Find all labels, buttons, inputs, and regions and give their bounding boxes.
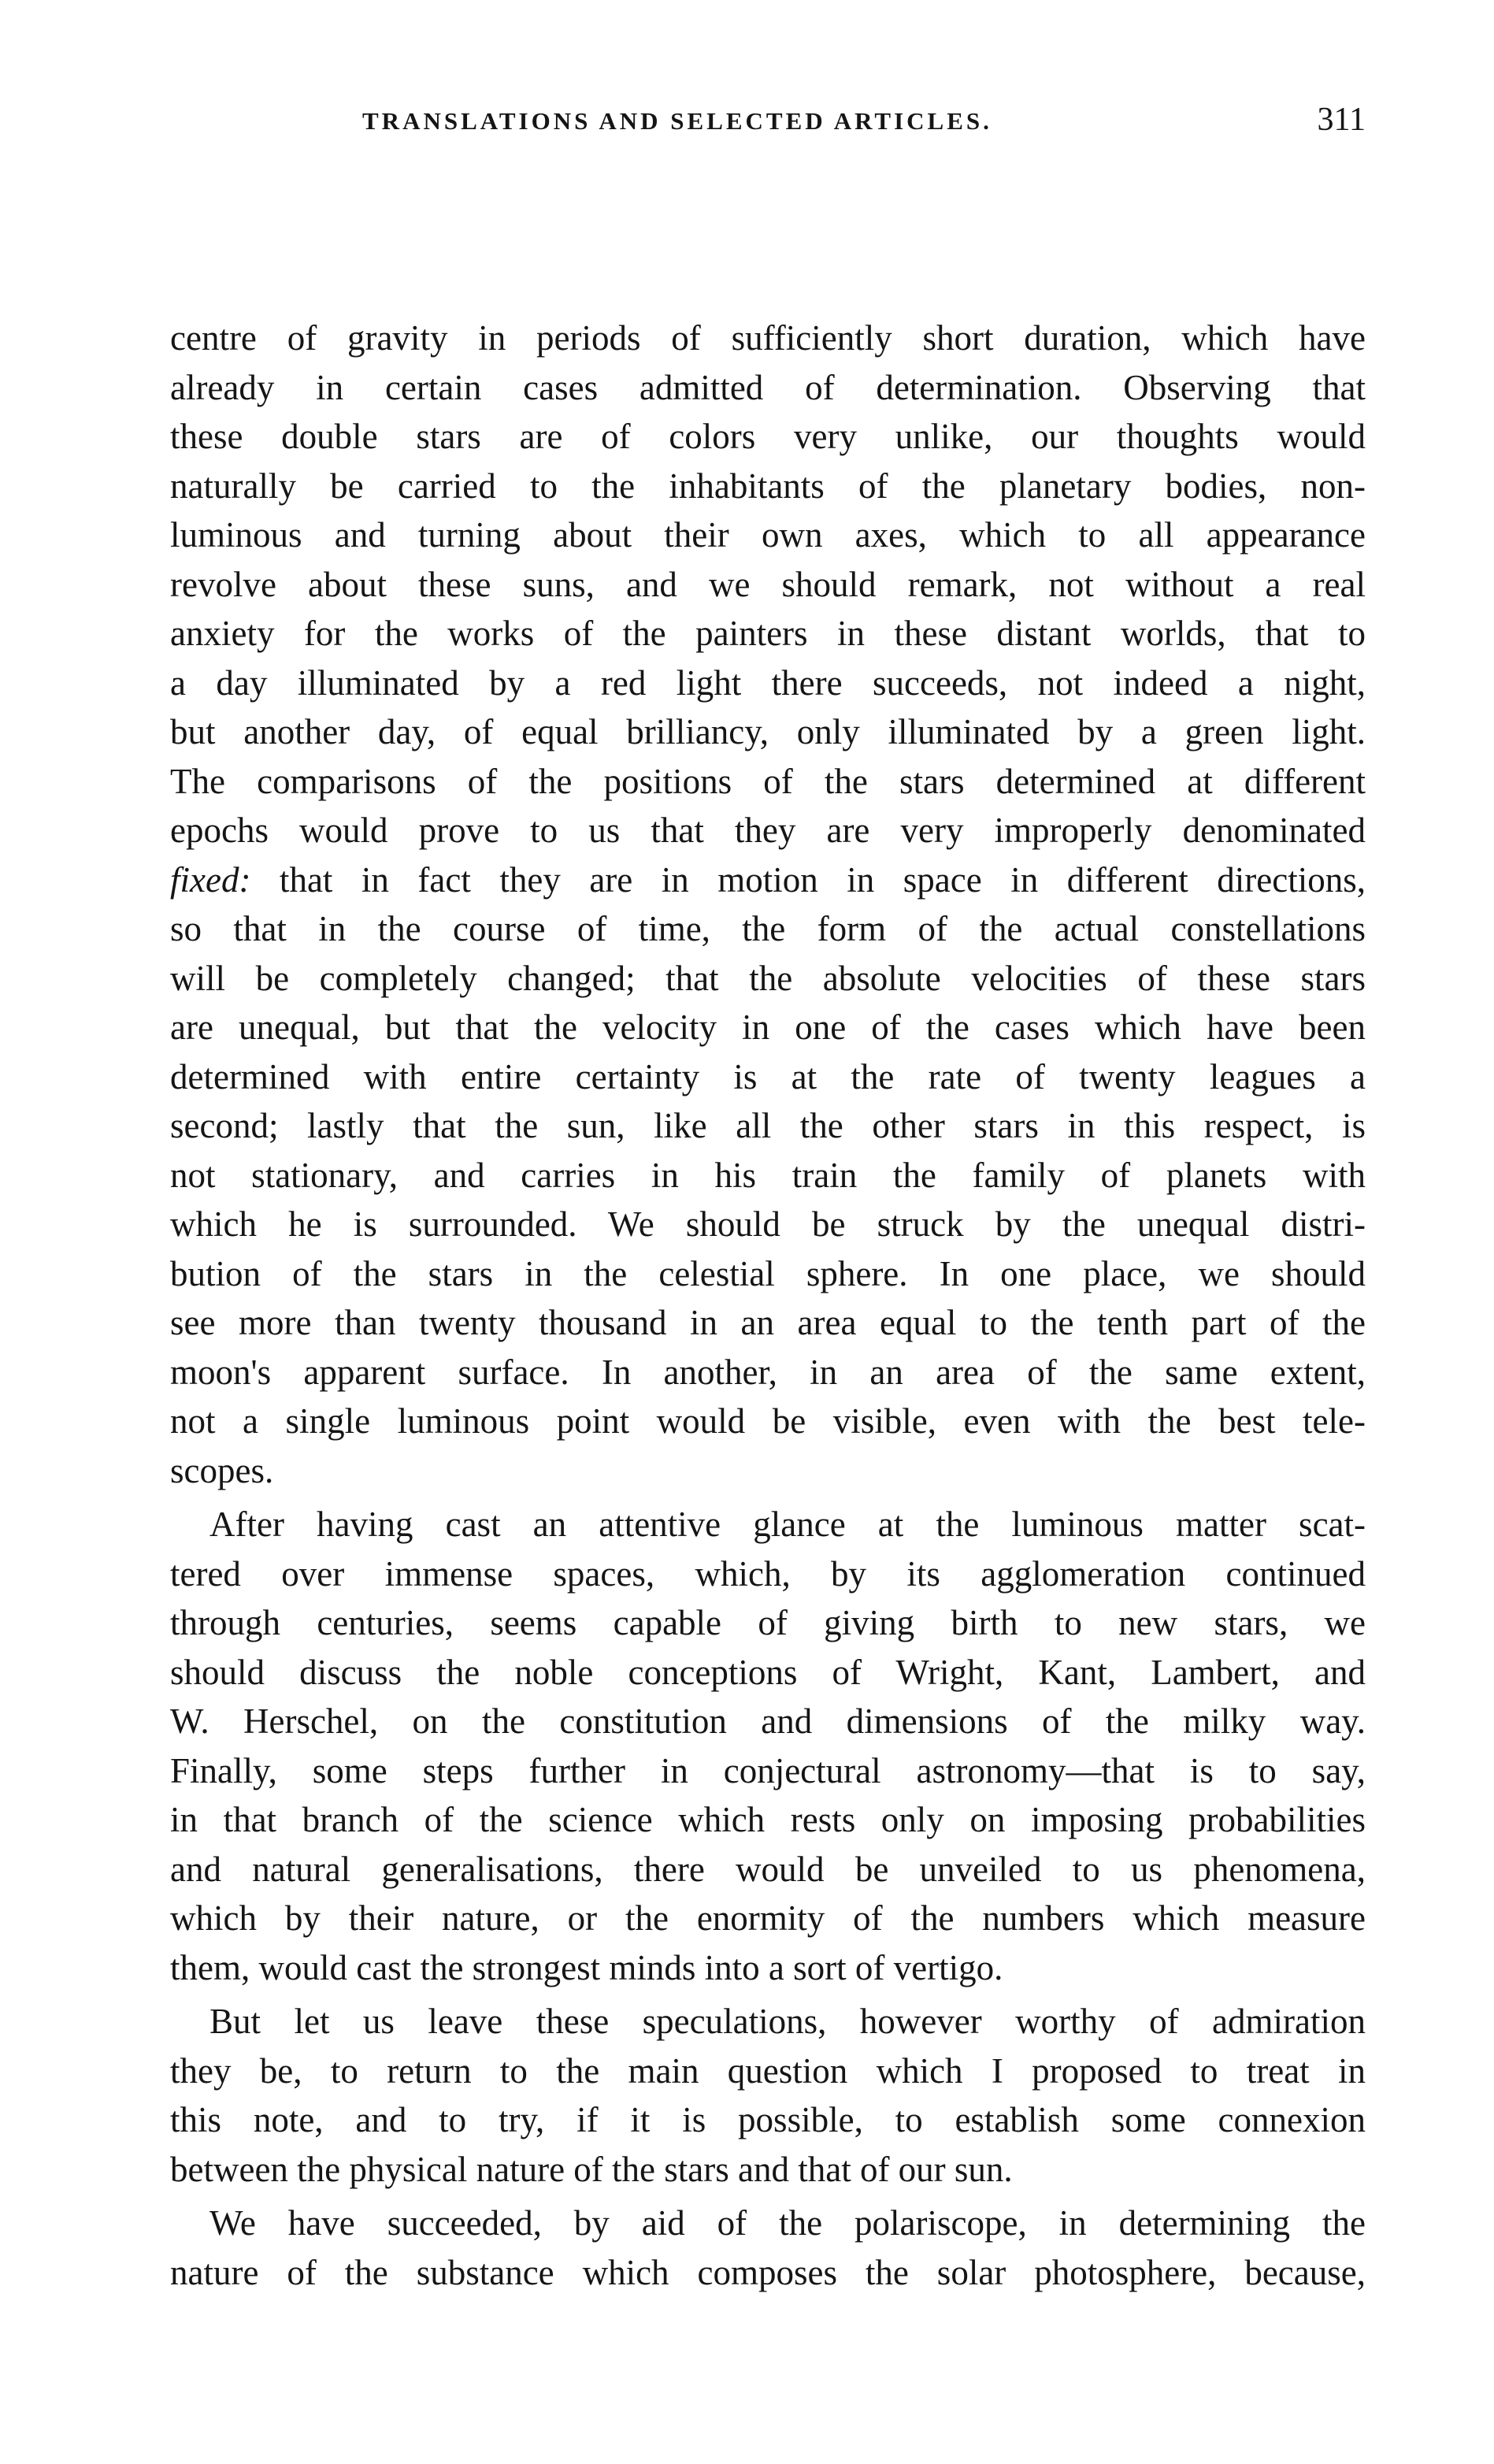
line-text: W. Herschel, on the constitution and dimensions of the milky way. [170,1701,1366,1741]
text-line [170,1003,1366,1052]
page-number: 311 [1317,102,1366,138]
line-text: Finally, some steps further in conjectural astronomy—that is to say, [170,1750,1366,1790]
text-line [170,363,1366,413]
text-line [170,412,1366,462]
text-line [170,1348,1366,1397]
line-text: and natural generalisations, there would be unveiled to us phenomena, [170,1849,1366,1889]
text-line [170,560,1366,610]
text-line [170,1648,1366,1698]
line-text: anxiety for the works of the painters in these distant worlds, that to [170,614,1366,653]
line-text: not a single luminous point would be visible, even with the best tele- [170,1401,1366,1441]
line-text: The comparisons of the positions of the stars determined at different [170,761,1366,801]
text-line [170,2145,1366,2195]
line-text: which by their nature, or the enormity of the numbers which measure [170,1898,1366,1938]
text-line [170,1598,1366,1648]
line-text: After having cast an attentive glance at the luminous matter scat- [209,1505,1366,1544]
line-text: between the physical nature of the stars and that of our sun. [170,2149,1013,2189]
line-text: these double stars are of colors very unlike, our thoughts would [170,417,1366,456]
text-line [170,1894,1366,1943]
text-line [170,1746,1366,1796]
line-text: already in certain cases admitted of determination. Observing that [170,367,1366,407]
line-text: naturally be carried to the inhabitants of the planetary bodies, non- [170,466,1366,506]
line-text: tered over immense spaces, which, by its agglomeration continued [170,1553,1366,1594]
text-line [170,904,1366,954]
body-text [170,314,1366,2297]
text-line [170,1697,1366,1746]
line-text: not stationary, and carries in his train the family of planets with [170,1155,1366,1195]
page-header [170,101,1366,148]
line-text: should discuss the noble conceptions of Wright, Kant, Lambert, and [170,1652,1366,1692]
line-text: luminous and turning about their own axes, which to all appearance [170,515,1366,555]
text-line [170,2248,1366,2298]
text-line [170,1845,1366,1894]
text-line [170,609,1366,659]
running-title: TRANSLATIONS AND SELECTED ARTICLES. [362,107,992,135]
text-line [170,1997,1366,2047]
line-text: which he is surrounded. We should be struck by the unequal distri- [170,1204,1366,1244]
line-text: a day illuminated by a red light there succeeds, not indeed a night, [170,662,1366,703]
line-text: second; lastly that the sun, like all the other stars in this respect, is [170,1106,1366,1145]
line-text: them, would cast the strongest minds into a sort of vertigo. [170,1947,1003,1987]
line-text: will be completely changed; that the absolute velocities of these stars [170,958,1366,998]
text-line [170,659,1366,708]
italic-word: fixed: [170,859,251,900]
line-text: bution of the stars in the celestial sphere. In one place, we should [170,1253,1366,1293]
text-line [170,1249,1366,1299]
line-text: that in fact they are in motion in space in different directions, [250,859,1366,900]
text-line [170,1943,1366,1993]
text-line [170,1446,1366,1496]
text-line [170,510,1366,560]
line-text: are unequal, but that the velocity in one of the cases which have been [170,1007,1366,1047]
line-text: see more than twenty thousand in an area equal to the tenth part of the [170,1303,1366,1342]
text-line [170,1500,1366,1549]
text-line [170,1151,1366,1200]
text-line [170,806,1366,855]
line-text: We have succeeded, by aid of the polariscope, in determining the [209,2203,1366,2243]
text-line [170,1052,1366,1102]
line-text: they be, to return to the main question which I proposed to treat in [170,2050,1366,2091]
text-line [170,707,1366,757]
text-line [170,1101,1366,1151]
text-line [170,1397,1366,1446]
text-line [170,2047,1366,2096]
text-line [170,757,1366,807]
line-text: in that branch of the science which rests only on imposing probabilities [170,1800,1366,1839]
text-line [170,855,1366,905]
line-text: revolve about these suns, and we should remark, not without a real [170,564,1366,604]
line-text: But let us leave these speculations, however worthy of admiration [209,2002,1366,2041]
line-text: this note, and to try, if it is possible, to establish some connexion [170,2100,1366,2139]
text-line [170,2199,1366,2248]
text-line [170,1795,1366,1845]
text-line [170,314,1366,363]
line-text: but another day, of equal brilliancy, only illuminated by a green light. [170,712,1366,751]
line-text: moon's apparent surface. In another, in an area of the same extent, [170,1352,1366,1392]
text-line [170,462,1366,511]
line-text: scopes. [170,1450,274,1490]
text-line [170,1549,1366,1599]
text-line [170,1200,1366,1249]
line-text: so that in the course of time, the form of the actual constellations [170,909,1366,948]
line-text: nature of the substance which composes the solar photosphere, because, [170,2252,1366,2292]
line-text: epochs would prove to us that they are very improperly denominated [170,811,1366,850]
line-text: determined with entire certainty is at the rate of twenty leagues a [170,1056,1366,1097]
text-line [170,954,1366,1004]
text-line [170,2095,1366,2145]
line-text: through centuries, seems capable of giving birth to new stars, we [170,1603,1366,1642]
line-text: centre of gravity in periods of sufficiently short duration, which have [170,318,1366,358]
text-line [170,1298,1366,1348]
